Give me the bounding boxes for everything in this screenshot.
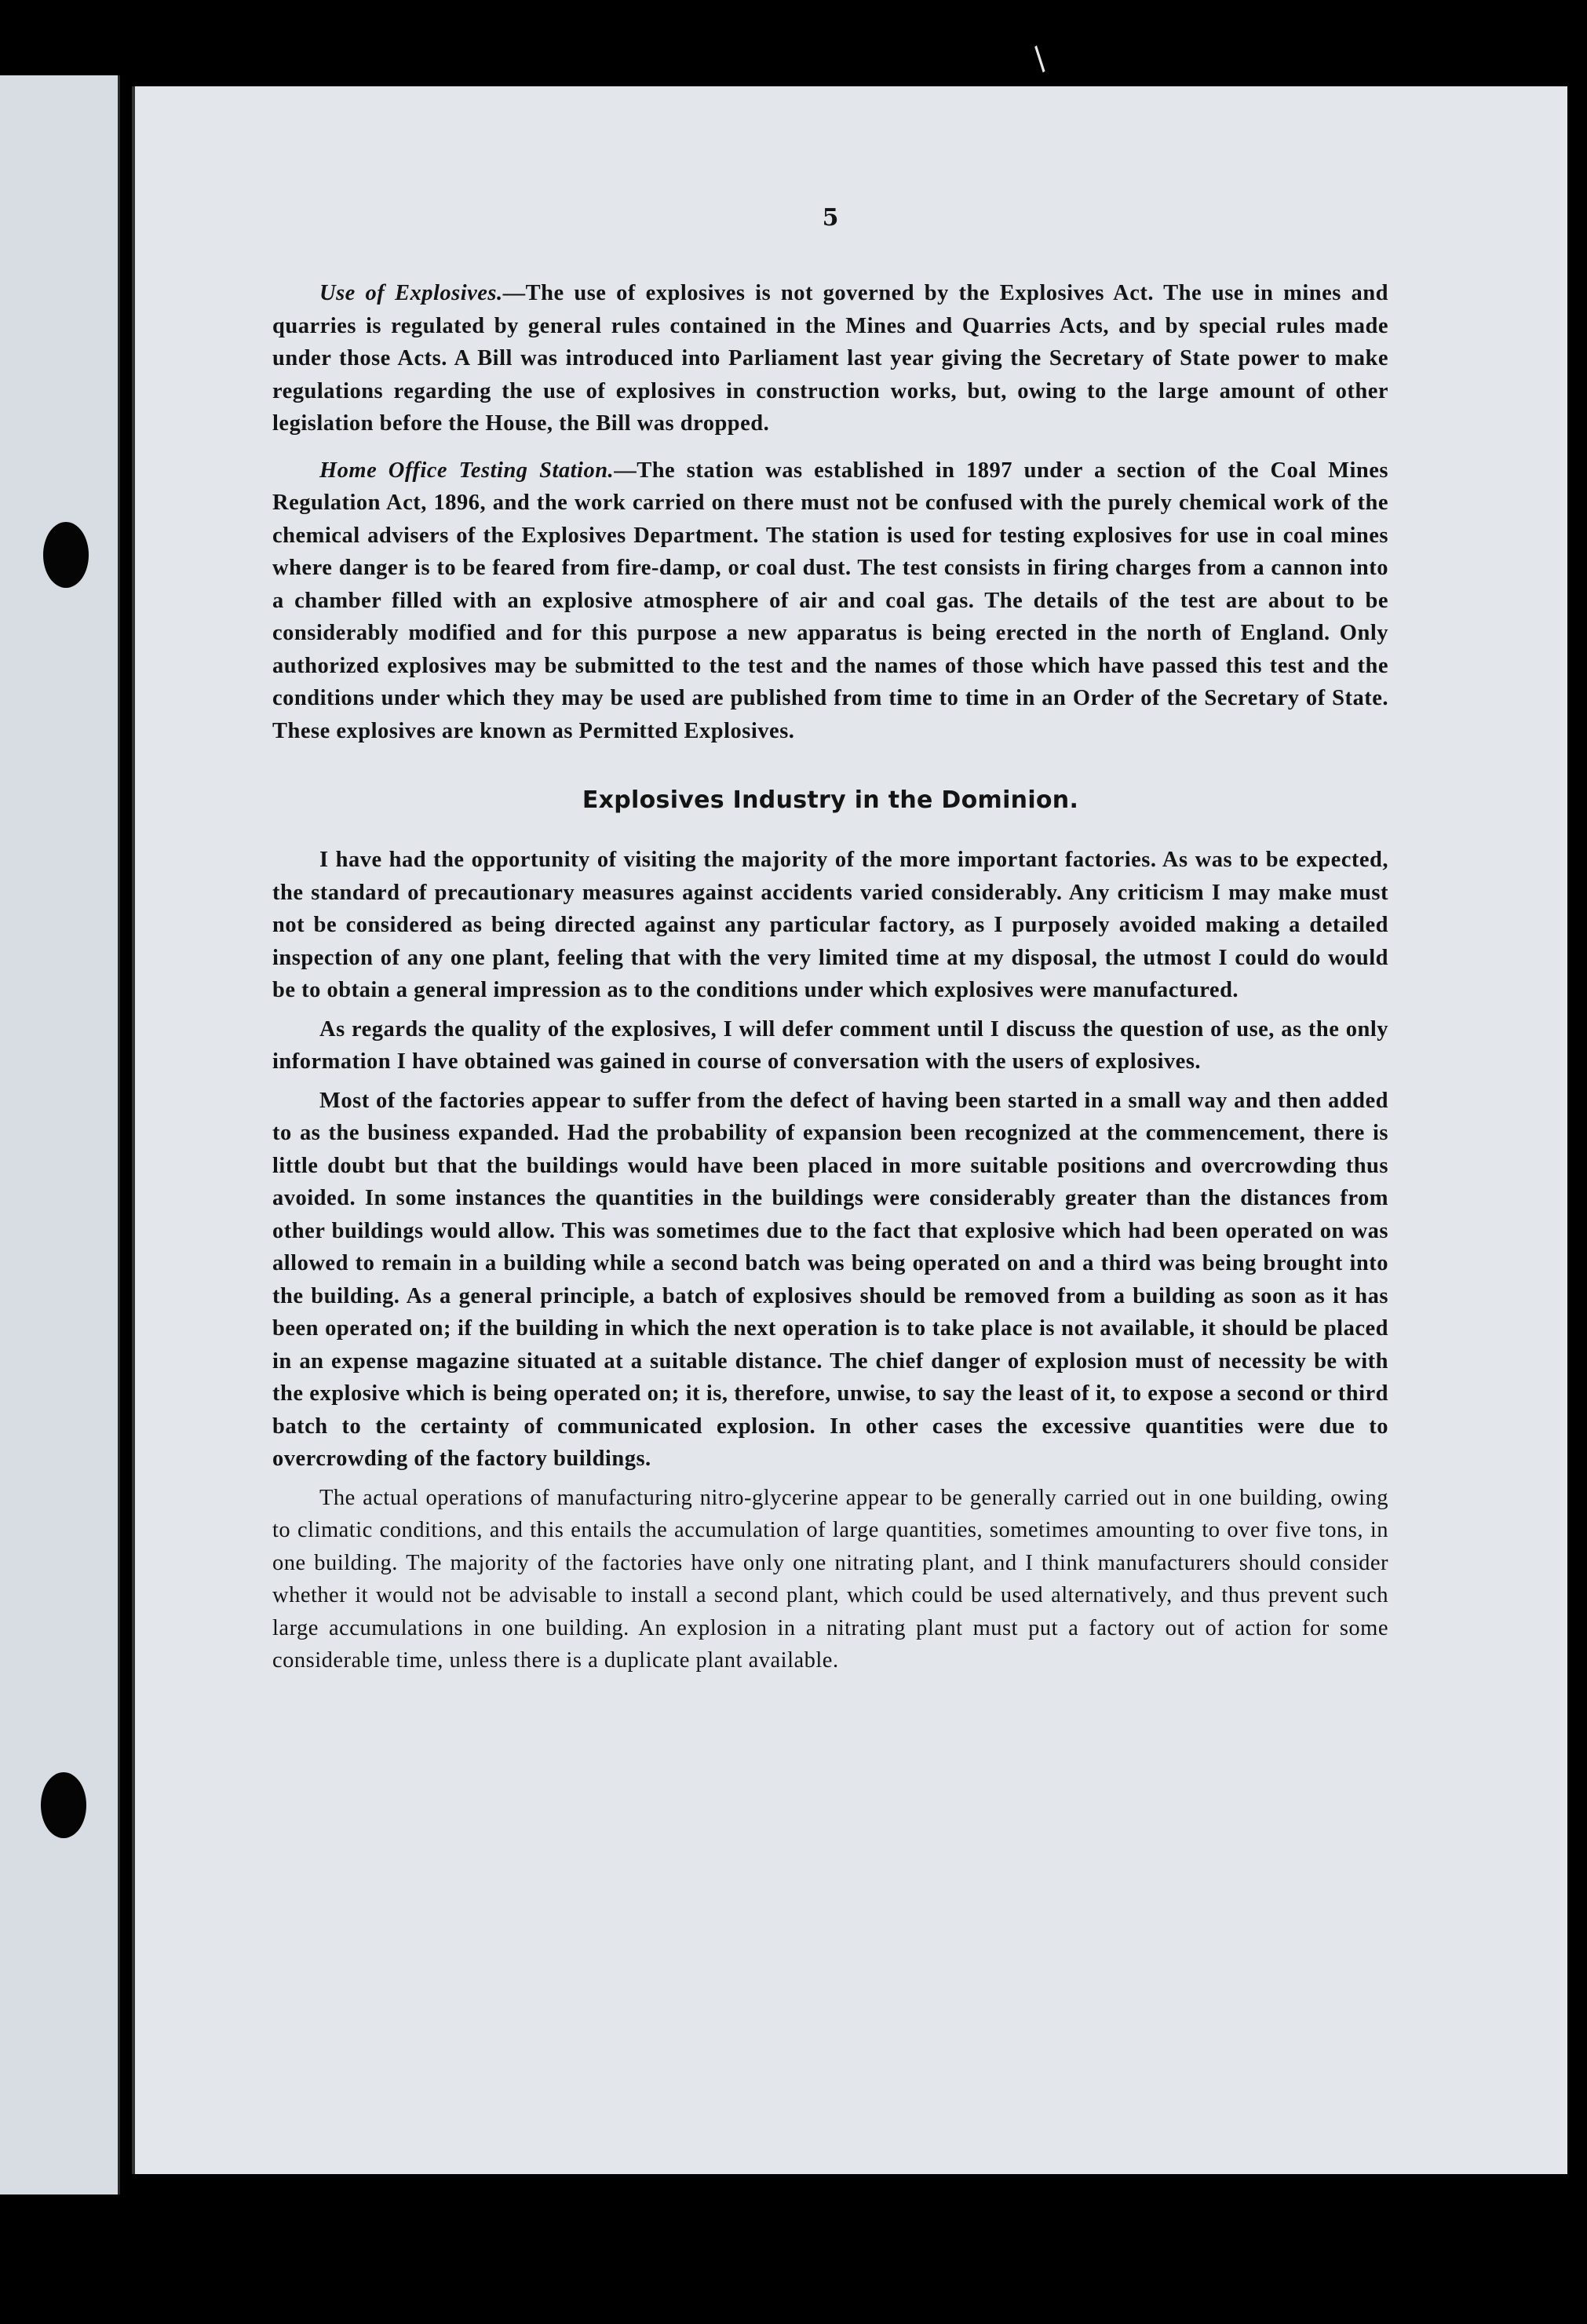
paragraph-nitro-glycerine: The actual operations of manufacturing nitro-glycerine appear to be generally carried out in one building, owing to climatic conditions, and this entails the accumulation of large quantities, sometimes amounting to over five tons, in one building. The majority of the factories have only one nitrating plant, and I think manufacturers should consider whether it would not be advisable to install a second plant, which could be used alternatively, and thus prevent such large accumulations in one building. An explosion in a nitrating plant must put a factory out of action for some considerable time, unless there is a duplicate plant available. [272,1485,1388,1673]
corner-pen-mark: / [1025,41,1055,77]
section-title: Explosives Industry in the Dominion. [582,786,1079,814]
page-number: 5 [822,204,839,232]
back-sheet-edge [0,75,120,2194]
punch-hole-bottom [41,1772,86,1838]
page-content [272,204,1388,1684]
paragraph-text: —The station was established in 1897 under a section of the Coal Mines Regulation Act, 1896, and the work carried on there must not be confused with the purely chemical work of the chemical advisers of the Explosives Department. The station is used for testing explosives for use in coal mines where danger is to be feared from fire-damp, or coal dust. The test consists in firing charges from a cannon into a chamber filled with an explosive atmosphere of air and coal gas. The details of the test are about to be considerably modified and for this purpose a new apparatus is being erected in the north of England. Only authorized explosives may be submitted to the test and the names of those which have passed this test and the conditions under which they may be used are published from time to time in an Order of the Secretary of State. These explosives are known as Permitted Explosives. [272,458,1388,743]
paragraph-use-of-explosives [272,277,1388,440]
paragraph-home-office-testing [272,454,1388,748]
run-in-heading: Home Office Testing Station. [319,458,615,483]
run-in-heading: Use of Explosives. [319,281,503,305]
document-page [132,86,1567,2174]
paragraph-text: —The use of explosives is not governed by the Explosives Act. The use in mines and quarries is regulated by general rules contained in the Mines and Quarries Acts, and by special rules made under those Acts. A Bill was introduced into Parliament last year giving the Secretary of State power to make regulations regarding the use of explosives in construction works, but, owing to the large amount of other legislation before the House, the Bill was dropped. [272,281,1388,436]
paragraph-factories-visit: I have had the opportunity of visiting the majority of the more important factories. As was to be expected, the standard of precautionary measures against accidents varied considerably. Any criticism I may make must not be considered as being directed against any particular factory, as I purposely avoided making a detailed inspection of any one plant, feeling that with the very limited time at my disposal, the utmost I could do would be to obtain a general impression as to the conditions under which explosives were manufactured. [272,848,1388,1002]
paragraph-quality: As regards the quality of the explosives, I will defer comment until I discuss the question of use, as the only information I have obtained was gained in course of conversation with the users of explosives. [272,1016,1388,1074]
paragraph-buildings: Most of the factories appear to suffer from the defect of having been started in a small way and then added to as the business expanded. Had the probability of expansion been recognized at the commencement, there is little doubt but that the buildings would have been placed in more suitable positions and overcrowding thus avoided. In some instances the quantities in the buildings were considerably greater than the distances from other buildings would allow. This was sometimes due to the fact that explosive which had been operated on was allowed to remain in a building while a second batch was being operated on and a third was being brought into the building. As a general principle, a batch of explosives should be removed from a building as soon as it has been operated on; if the building in which the next operation is to take place is not available, it should be placed in an expense magazine situated at a suitable distance. The chief danger of explosion must of necessity be with the explosive which is being operated on; it is, therefore, unwise, to say the least of it, to expose a second or third batch to the certainty of communicated explosion. In other cases the excessive quantities were due to overcrowding of the factory buildings. [272,1088,1388,1471]
punch-hole-top [43,522,89,588]
